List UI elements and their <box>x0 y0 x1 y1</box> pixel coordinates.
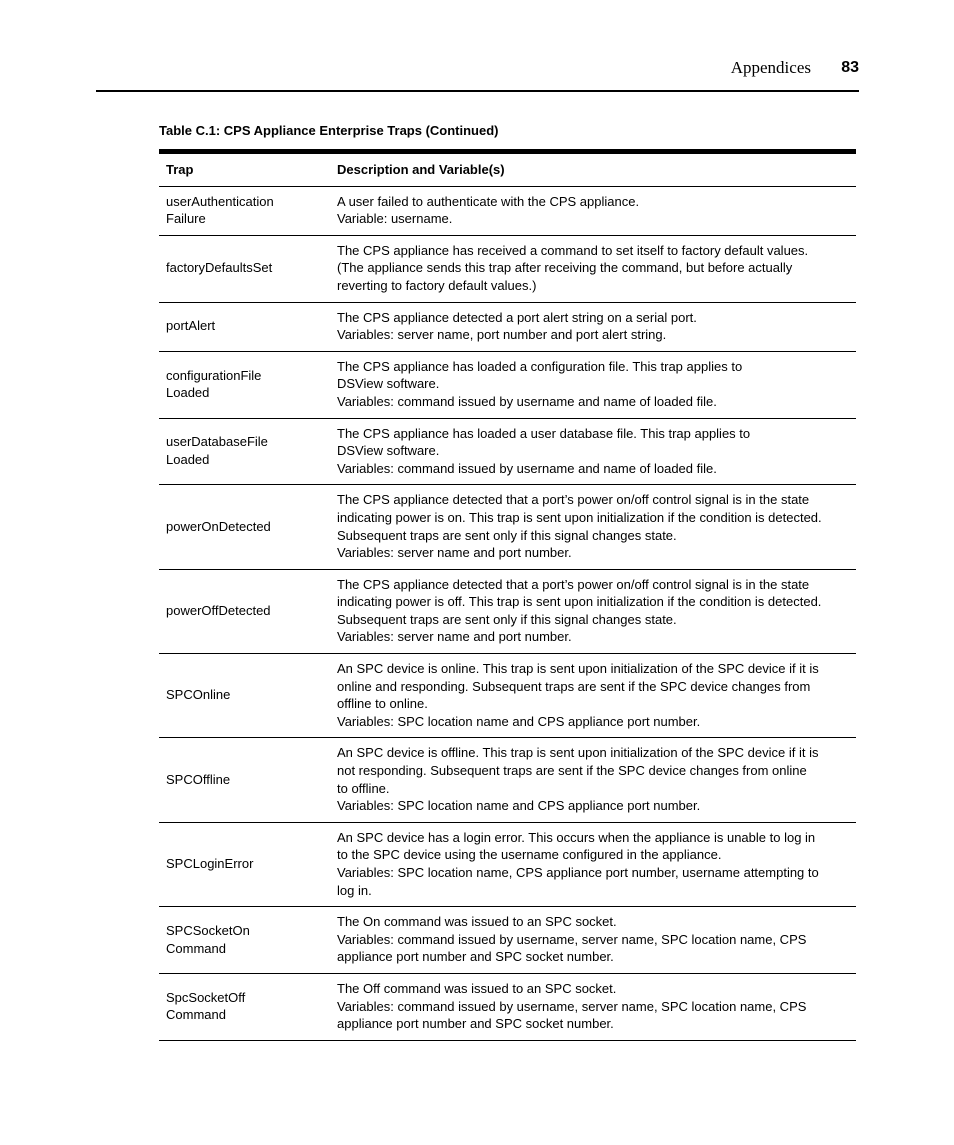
trap-name-cell <box>159 973 330 1040</box>
table-body <box>159 186 856 1040</box>
page-header <box>96 0 859 92</box>
description-line: Variables: SPC location name and CPS appliance port number. <box>337 713 701 729</box>
trap-name-cell <box>159 485 330 569</box>
table-row <box>159 302 856 351</box>
trap-description-cell <box>330 485 856 569</box>
traps-table <box>159 149 856 1041</box>
description-line: Variables: server name and port number. <box>337 629 572 645</box>
trap-name-line: Loaded <box>166 451 210 467</box>
column-header-trap: Trap <box>159 152 330 187</box>
description-line: reverting to factory default values.) <box>337 277 537 293</box>
description-line: Variables: server name, port number and port alert string. <box>337 327 667 343</box>
trap-name-line: portAlert <box>166 318 216 334</box>
trap-name-line: factoryDefaultsSet <box>166 260 273 276</box>
table-caption: Table C.1: CPS Appliance Enterprise Traps (Continued) <box>159 123 499 138</box>
table-row <box>159 907 856 974</box>
description-line: The CPS appliance detected that a port’s power on/off control signal is in the state <box>337 492 810 508</box>
table-row <box>159 822 856 906</box>
trap-name-cell <box>159 738 330 822</box>
trap-name-line: SPCOffline <box>166 771 231 787</box>
trap-name-cell <box>159 822 330 906</box>
trap-name-cell <box>159 351 330 418</box>
description-line: Variable: username. <box>337 211 453 227</box>
trap-name-line: userDatabaseFile <box>166 434 268 450</box>
table-row <box>159 351 856 418</box>
column-header-description: Description and Variable(s) <box>330 152 856 187</box>
description-line: Subsequent traps are sent only if this signal changes state. <box>337 611 677 627</box>
description-line: The Off command was issued to an SPC socket. <box>337 980 617 996</box>
trap-description-cell <box>330 907 856 974</box>
trap-name-cell <box>159 186 330 235</box>
trap-name-line: powerOffDetected <box>166 603 271 619</box>
trap-name-line: Failure <box>166 211 206 227</box>
description-line: to offline. <box>337 780 390 796</box>
trap-description-cell <box>330 822 856 906</box>
trap-name-cell <box>159 302 330 351</box>
description-line: Variables: command issued by username, server name, SPC location name, CPS <box>337 998 807 1014</box>
description-line: A user failed to authenticate with the CPS appliance. <box>337 193 640 209</box>
trap-name-cell <box>159 569 330 653</box>
description-line: indicating power is off. This trap is sent upon initialization if the condition is detected. <box>337 594 822 610</box>
description-line: DSView software. <box>337 376 440 392</box>
description-line: The CPS appliance has loaded a configuration file. This trap applies to <box>337 358 743 374</box>
trap-description-cell <box>330 738 856 822</box>
table-header-row <box>159 152 856 187</box>
table-row <box>159 186 856 235</box>
description-line: indicating power is on. This trap is sent upon initialization if the condition is detected. <box>337 509 822 525</box>
table-row <box>159 418 856 485</box>
description-line: appliance port number and SPC socket number. <box>337 1016 614 1032</box>
description-line: offline to online. <box>337 696 428 712</box>
table-row <box>159 485 856 569</box>
trap-description-cell <box>330 351 856 418</box>
table-row <box>159 235 856 302</box>
trap-name-line: SPCOnline <box>166 687 231 703</box>
description-line: An SPC device is online. This trap is sent upon initialization of the SPC device if it is <box>337 661 819 677</box>
table-row <box>159 569 856 653</box>
description-line: The CPS appliance detected that a port’s power on/off control signal is in the state <box>337 576 810 592</box>
trap-name-line: Loaded <box>166 385 210 401</box>
description-line: The CPS appliance detected a port alert string on a serial port. <box>337 309 697 325</box>
page-number: 83 <box>841 59 859 76</box>
trap-description-cell <box>330 302 856 351</box>
trap-name-line: powerOnDetected <box>166 518 271 534</box>
description-line: The CPS appliance has loaded a user database file. This trap applies to <box>337 425 751 441</box>
trap-name-line: SPCSocketOn <box>166 922 250 938</box>
description-line: Variables: SPC location name, CPS appliance port number, username attempting to <box>337 865 819 880</box>
description-line: online and responding. Subsequent traps are sent if the SPC device changes from <box>337 678 811 694</box>
description-line: Variables: server name and port number. <box>337 545 572 561</box>
trap-name-cell <box>159 235 330 302</box>
description-line: The CPS appliance has received a command to set itself to factory default values. <box>337 242 809 258</box>
trap-name-line: Command <box>166 940 226 956</box>
trap-description-cell <box>330 235 856 302</box>
description-line: Variables: command issued by username and name of loaded file. <box>337 460 717 476</box>
trap-description-cell <box>330 186 856 235</box>
description-line: not responding. Subsequent traps are sent if the SPC device changes from online <box>337 763 807 779</box>
trap-name-line: Command <box>166 1007 226 1023</box>
description-line: to the SPC device using the username configured in the appliance. <box>337 847 722 863</box>
trap-name-line: userAuthentication <box>166 193 274 209</box>
table-row <box>159 738 856 822</box>
trap-name-cell <box>159 907 330 974</box>
trap-name-line: SpcSocketOff <box>166 989 246 1005</box>
trap-description-cell <box>330 973 856 1040</box>
description-line: An SPC device has a login error. This occurs when the appliance is unable to log in <box>337 829 816 845</box>
trap-name-cell <box>159 418 330 485</box>
description-line: DSView software. <box>337 443 440 459</box>
table-row <box>159 654 856 738</box>
description-line: Variables: command issued by username, server name, SPC location name, CPS <box>337 931 807 947</box>
trap-name-line: configurationFile <box>166 367 262 383</box>
description-line: An SPC device is offline. This trap is sent upon initialization of the SPC device if it is <box>337 745 819 761</box>
description-line: Variables: SPC location name and CPS appliance port number. <box>337 798 701 814</box>
description-line: appliance port number and SPC socket number. <box>337 949 614 965</box>
description-line: The On command was issued to an SPC socket. <box>337 914 617 930</box>
trap-description-cell <box>330 418 856 485</box>
description-line: (The appliance sends this trap after receiving the command, but before actually <box>337 260 793 276</box>
trap-name-line: SPCLoginError <box>166 856 254 872</box>
header-section-title: Appendices <box>730 58 811 77</box>
description-line: Variables: command issued by username and name of loaded file. <box>337 393 717 409</box>
trap-name-cell <box>159 654 330 738</box>
table-row <box>159 973 856 1040</box>
trap-description-cell <box>330 654 856 738</box>
trap-description-cell <box>330 569 856 653</box>
description-line: log in. <box>337 882 372 898</box>
description-line: Subsequent traps are sent only if this signal changes state. <box>337 527 677 543</box>
